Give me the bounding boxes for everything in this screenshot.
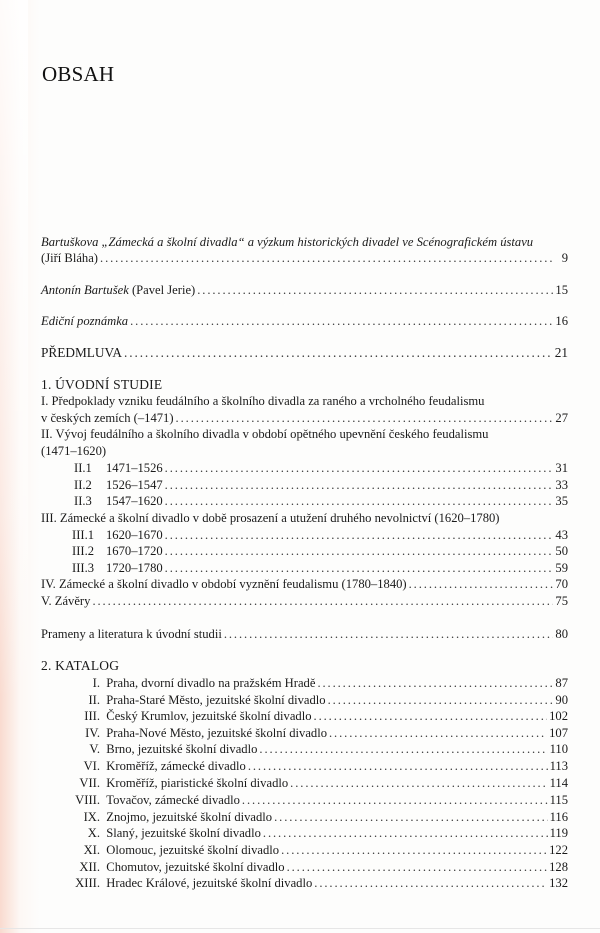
subsection-label: II.3: [74, 494, 92, 508]
roman-numeral: X.: [87, 826, 100, 840]
entry-title: [41, 875, 312, 891]
entry-text: Chomutov, jezuitské školní divadlo: [106, 860, 285, 874]
page-title: OBSAH: [42, 62, 115, 86]
toc-entry-chapter-5[interactable]: [41, 593, 568, 609]
leader-dots: [314, 708, 548, 724]
leader-dots: [100, 250, 554, 266]
toc-entry-katalog-4[interactable]: [41, 725, 568, 741]
leader-dots: [165, 560, 554, 576]
toc-entry-subsection-2-1[interactable]: [41, 460, 568, 476]
leader-dots: [329, 725, 547, 741]
entry-title: [72, 560, 163, 576]
roman-numeral: II.: [88, 693, 100, 707]
subsection-years: 1720–1780: [106, 561, 163, 575]
page-number: 132: [549, 876, 568, 890]
toc-entry-prameny[interactable]: [41, 626, 568, 642]
leader-dots: [314, 875, 547, 891]
roman-numeral: XIII.: [75, 876, 100, 890]
entry-title-italic: Antonín Bartušek: [41, 283, 129, 297]
entry-title: [74, 493, 163, 509]
roman-numeral: XII.: [79, 860, 100, 874]
page-number: 122: [549, 843, 568, 857]
entry-title: [41, 313, 128, 329]
entry-title-italic: Ediční poznámka: [41, 314, 129, 328]
toc-entry-subsection-3-1[interactable]: [41, 527, 568, 543]
toc-entry-subsection-2-2[interactable]: [41, 477, 568, 493]
entry-text: Tovačov, zámecké divadlo: [106, 793, 240, 807]
leader-dots: [165, 493, 554, 509]
leader-dots: [165, 543, 554, 559]
toc-entry-subsection-3-2[interactable]: [41, 543, 568, 559]
entry-text: Znojmo, jezuitské školní divadlo: [106, 810, 273, 824]
leader-dots: [274, 809, 547, 825]
page-number: 35: [555, 494, 568, 508]
roman-numeral: XI.: [83, 843, 100, 857]
page-number: 70: [555, 577, 568, 591]
entry-text: Praha-Staré Město, jezuitské školní divadlo: [106, 693, 326, 707]
page-number: 113: [549, 759, 568, 773]
subsection-label: II.2: [74, 478, 92, 492]
leader-dots: [281, 842, 547, 858]
entry-title: [41, 792, 240, 808]
leader-dots: [124, 345, 553, 361]
entry-text: Český Krumlov, jezuitské školní divadlo: [106, 709, 312, 723]
chapter-3-line1: III. Zámecké a školní divadlo v době prosazení a utužení druhého nevolnictví (1620–1780): [41, 511, 500, 525]
page-number: 9: [561, 251, 568, 265]
leader-dots: [224, 626, 554, 642]
entry-text: Olomouc, jezuitské školní divadlo: [106, 843, 280, 857]
leader-dots: [259, 741, 547, 757]
leader-dots: [290, 775, 547, 791]
page-number: 87: [555, 676, 568, 690]
page-number: 15: [555, 283, 568, 297]
page-number: 16: [555, 314, 568, 328]
toc-entry-edicni-poznamka[interactable]: [41, 313, 568, 329]
chapter-1-line1: I. Předpoklady vzniku feudálního a školního divadla za raného a vrcholného feudalismu: [41, 394, 485, 408]
leader-dots: [287, 859, 548, 875]
subsection-label: II.1: [74, 461, 92, 475]
leader-dots: [165, 527, 554, 543]
entry-author: (Jiří Bláha): [41, 251, 99, 265]
toc-entry-bartusek[interactable]: [41, 282, 568, 298]
page-number: 107: [549, 726, 568, 740]
chapter-2-line1: II. Vývoj feudálního a školního divadla v období opětného upevnění českého feudalismu: [41, 427, 489, 441]
entry-title: [72, 543, 163, 559]
entry-title: Bartuškova „Zámecká a školní divadla“ a výzkum historických divadel ve Scénografickém ústavu: [41, 235, 534, 249]
entry-title: Prameny a literatura k úvodní studii: [41, 627, 222, 641]
leader-dots: [176, 410, 554, 426]
toc-entry-katalog-6[interactable]: [41, 758, 568, 774]
toc-entry-katalog-9[interactable]: [41, 809, 568, 825]
entry-title: V. Závěry: [41, 594, 91, 608]
toc-entry-katalog-1[interactable]: [41, 675, 568, 691]
page-edge-fade: [0, 0, 28, 933]
entry-title: PŘEDMLUVA: [41, 345, 123, 360]
toc-entry-subsection-3-3[interactable]: [41, 560, 568, 576]
leader-dots: [197, 282, 553, 298]
leader-dots: [165, 477, 554, 493]
entry-title: [74, 460, 163, 476]
entry-author: (Pavel Jerie): [128, 283, 196, 297]
entry-title: [41, 775, 288, 791]
entry-title: [41, 725, 327, 741]
subsection-label: III.1: [72, 528, 95, 542]
entry-text: Brno, jezuitské školní divadlo: [106, 742, 258, 756]
roman-numeral: IX.: [83, 810, 100, 824]
roman-numeral: VIII.: [75, 793, 100, 807]
roman-numeral: VI.: [83, 759, 100, 773]
toc-entry-katalog-7[interactable]: [41, 775, 568, 791]
toc-entry-katalog-10[interactable]: [41, 825, 568, 841]
entry-title: [41, 842, 279, 858]
subsection-label: III.3: [72, 561, 95, 575]
roman-numeral: IV.: [85, 726, 100, 740]
toc-entry-predmluva[interactable]: [41, 345, 568, 361]
roman-numeral: V.: [89, 742, 100, 756]
subsection-label: III.2: [72, 544, 95, 558]
page-number: 90: [555, 693, 568, 707]
entry-title: [41, 758, 246, 774]
page-number: 80: [555, 627, 568, 641]
page-number: 119: [549, 826, 568, 840]
leader-dots: [92, 593, 553, 609]
entry-text: Praha-Nové Město, jezuitské školní divadlo: [106, 726, 327, 740]
page-number: 21: [554, 345, 568, 360]
page-number: 33: [555, 478, 568, 492]
roman-numeral: III.: [84, 709, 100, 723]
entry-text: Hradec Králové, jezuitské školní divadlo: [106, 876, 313, 890]
page-number: 115: [549, 793, 568, 807]
entry-title: [41, 741, 257, 757]
page-number: 31: [555, 461, 568, 475]
page-number: 128: [549, 860, 568, 874]
subsection-years: 1526–1547: [106, 478, 163, 492]
toc-entry-chapter-1[interactable]: [41, 410, 568, 426]
entry-title: [41, 692, 326, 708]
toc-entry-subsection-2-3[interactable]: [41, 493, 568, 509]
subsection-years: 1547–1620: [106, 494, 163, 508]
page-number: 75: [555, 594, 568, 608]
toc-entry-bartuskova-title: [41, 234, 533, 250]
entry-title: [41, 282, 195, 298]
leader-dots: [317, 675, 553, 691]
chapter-2-line2: (1471–1620): [41, 444, 107, 458]
page-edge-tint: [0, 0, 40, 933]
entry-text: Praha, dvorní divadlo na pražském Hradě: [106, 676, 316, 690]
toc-entry-katalog-13[interactable]: [41, 875, 568, 891]
roman-numeral: I.: [92, 676, 100, 690]
entry-title: [74, 477, 163, 493]
leader-dots: [248, 758, 548, 774]
leader-dots: [165, 460, 554, 476]
entry-title: v českých zemích (–1471): [41, 411, 174, 425]
toc-entry-bartuskova[interactable]: [41, 250, 568, 266]
roman-numeral: VII.: [79, 776, 100, 790]
toc-entry-katalog-5[interactable]: [41, 741, 568, 757]
subsection-years: 1471–1526: [106, 461, 163, 475]
toc-entry-katalog-8[interactable]: [41, 792, 568, 808]
page-bottom-edge: [0, 928, 600, 929]
leader-dots: [263, 825, 548, 841]
leader-dots: [242, 792, 548, 808]
page-number: 116: [549, 810, 568, 824]
leader-dots: [328, 692, 554, 708]
page-number: 114: [549, 776, 568, 790]
section-heading-uvodni-studie: 1. ÚVODNÍ STUDIE: [41, 377, 163, 392]
page-number: 43: [555, 528, 568, 542]
entry-title: [41, 825, 261, 841]
entry-title: [41, 809, 272, 825]
page-number: 102: [549, 709, 568, 723]
entry-text: Kroměříž, piaristické školní divadlo: [106, 776, 289, 790]
leader-dots: [409, 576, 554, 592]
page-number: 59: [555, 561, 568, 575]
leader-dots: [130, 313, 553, 329]
page-number: 27: [555, 411, 568, 425]
page-number: 50: [555, 544, 568, 558]
toc-entry-katalog-2[interactable]: [41, 692, 568, 708]
toc-entry-katalog-11[interactable]: [41, 842, 568, 858]
entry-title: [41, 859, 285, 875]
subsection-years: 1620–1670: [106, 528, 163, 542]
section-heading-katalog: 2. KATALOG: [41, 658, 120, 673]
toc-entry-chapter-4[interactable]: [41, 576, 568, 592]
entry-text: Kroměříž, zámecké divadlo: [106, 759, 246, 773]
entry-title: [72, 527, 163, 543]
subsection-years: 1670–1720: [106, 544, 163, 558]
entry-title: [41, 708, 312, 724]
page-number: 110: [549, 742, 568, 756]
entry-text: Slaný, jezuitské školní divadlo: [106, 826, 261, 840]
entry-title: IV. Zámecké a školní divadlo v období vyznění feudalismu (1780–1840): [41, 577, 407, 591]
toc-entry-katalog-3[interactable]: [41, 708, 568, 724]
entry-title: [41, 675, 315, 691]
toc-entry-katalog-12[interactable]: [41, 859, 568, 875]
